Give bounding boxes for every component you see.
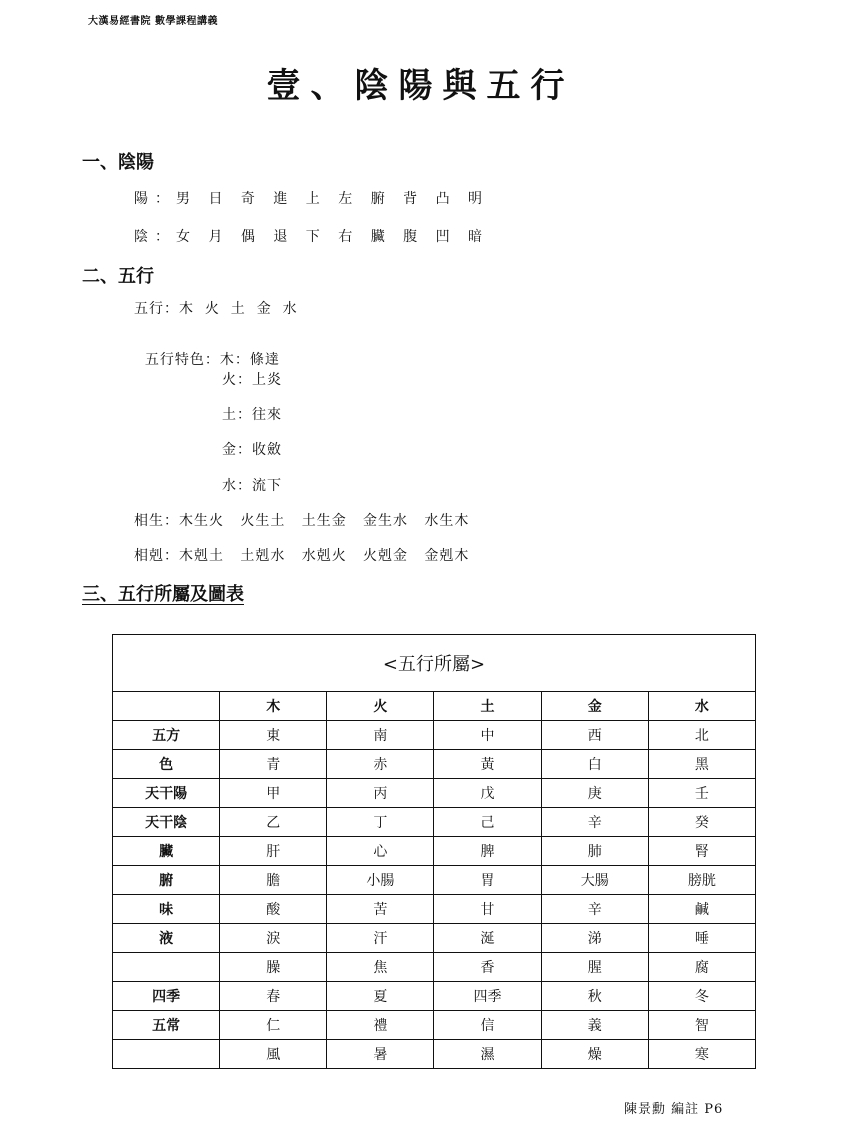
trait-text: 木：條達 — [219, 352, 280, 368]
trait-line: 金：收斂 — [222, 442, 282, 458]
table-row — [113, 779, 756, 808]
sheng-line: 相生：木生火 火生土 土生金 金生水 水生木 — [134, 513, 470, 529]
table-cell: 黑 — [648, 750, 755, 779]
column-header — [113, 692, 220, 721]
row-header: 五方 — [113, 721, 220, 750]
table-cell: 黃 — [434, 750, 541, 779]
yin-line: 陰：女 月 偶 退 下 右 臟 腹 凹 暗 — [134, 229, 490, 245]
table-row — [113, 721, 756, 750]
table-row — [113, 866, 756, 895]
row-header: 味 — [113, 895, 220, 924]
table-cell: 甘 — [434, 895, 541, 924]
table-cell: 腥 — [541, 953, 648, 982]
section-table-heading: 三、五行所屬及圖表 — [82, 584, 244, 605]
table-row — [113, 1040, 756, 1069]
section-wuxing-heading: 二、五行 — [82, 266, 154, 287]
table-cell: 唾 — [648, 924, 755, 953]
column-header: 水 — [648, 692, 755, 721]
table-cell: 膽 — [220, 866, 327, 895]
wuxing-table-wrapper — [112, 634, 756, 1069]
table-row — [113, 924, 756, 953]
table-cell: 庚 — [541, 779, 648, 808]
column-header: 土 — [434, 692, 541, 721]
table-cell: 中 — [434, 721, 541, 750]
table-cell: 甲 — [220, 779, 327, 808]
table-cell: 春 — [220, 982, 327, 1011]
page-footer: 陳景勳 編註 P6 — [624, 1102, 724, 1117]
table-cell: 鹹 — [648, 895, 755, 924]
column-header: 火 — [327, 692, 434, 721]
wuxing-table — [112, 634, 756, 1069]
table-cell: 戊 — [434, 779, 541, 808]
table-cell: 禮 — [327, 1011, 434, 1040]
table-cell: 白 — [541, 750, 648, 779]
table-cell: 北 — [648, 721, 755, 750]
ke-line: 相剋：木剋土 土剋水 水剋火 火剋金 金剋木 — [134, 548, 470, 564]
table-cell: 脾 — [434, 837, 541, 866]
table-cell: 南 — [327, 721, 434, 750]
table-cell: 西 — [541, 721, 648, 750]
table-cell: 風 — [220, 1040, 327, 1069]
table-cell: 秋 — [541, 982, 648, 1011]
table-row — [113, 982, 756, 1011]
row-header: 色 — [113, 750, 220, 779]
table-cell: 汗 — [327, 924, 434, 953]
table-cell: 酸 — [220, 895, 327, 924]
table-cell: 涎 — [434, 924, 541, 953]
table-cell: 青 — [220, 750, 327, 779]
yang-line: 陽：男 日 奇 進 上 左 腑 背 凸 明 — [134, 191, 490, 207]
table-caption: <五行所屬> — [113, 635, 756, 692]
table-cell: 義 — [541, 1011, 648, 1040]
table-cell: 肺 — [541, 837, 648, 866]
table-cell: 辛 — [541, 808, 648, 837]
column-header: 金 — [541, 692, 648, 721]
table-cell: 腐 — [648, 953, 755, 982]
row-header — [113, 1040, 220, 1069]
table-cell: 赤 — [327, 750, 434, 779]
table-row — [113, 808, 756, 837]
trait-prefix: 五行特色： — [144, 352, 220, 368]
table-cell: 臊 — [220, 953, 327, 982]
trait-line: 火：上炎 — [222, 372, 282, 388]
table-cell: 濕 — [434, 1040, 541, 1069]
table-cell: 小腸 — [327, 866, 434, 895]
table-cell: 壬 — [648, 779, 755, 808]
table-cell: 智 — [648, 1011, 755, 1040]
row-header: 液 — [113, 924, 220, 953]
table-row — [113, 895, 756, 924]
table-cell: 信 — [434, 1011, 541, 1040]
wuxing-line: 五行：木 火 土 金 水 — [134, 301, 298, 317]
document-header: 大漢易經書院 數學課程講義 — [88, 16, 218, 27]
table-cell: 淚 — [220, 924, 327, 953]
table-cell: 苦 — [327, 895, 434, 924]
row-header — [113, 953, 220, 982]
table-cell: 丙 — [327, 779, 434, 808]
table-cell: 香 — [434, 953, 541, 982]
table-cell: 己 — [434, 808, 541, 837]
table-cell: 涕 — [541, 924, 648, 953]
table-cell: 心 — [327, 837, 434, 866]
table-cell: 肝 — [220, 837, 327, 866]
table-cell: 腎 — [648, 837, 755, 866]
table-body — [113, 721, 756, 1069]
table-cell: 癸 — [648, 808, 755, 837]
page-title: 壹、陰陽與五行 — [266, 66, 575, 106]
row-header: 腑 — [113, 866, 220, 895]
section-yinyang-heading: 一、陰陽 — [82, 152, 154, 173]
row-header: 臟 — [113, 837, 220, 866]
table-cell: 胃 — [434, 866, 541, 895]
row-header: 五常 — [113, 1011, 220, 1040]
table-cell: 暑 — [327, 1040, 434, 1069]
row-header: 天干陰 — [113, 808, 220, 837]
table-cell: 大腸 — [541, 866, 648, 895]
trait-line — [134, 333, 280, 369]
table-row — [113, 953, 756, 982]
column-header: 木 — [220, 692, 327, 721]
table-cell: 冬 — [648, 982, 755, 1011]
trait-line: 水：流下 — [222, 478, 282, 494]
table-cell: 膀胱 — [648, 866, 755, 895]
table-cell: 四季 — [434, 982, 541, 1011]
row-header: 四季 — [113, 982, 220, 1011]
trait-line: 土：往來 — [222, 407, 282, 423]
table-cell: 燥 — [541, 1040, 648, 1069]
table-cell: 乙 — [220, 808, 327, 837]
table-cell: 夏 — [327, 982, 434, 1011]
table-row — [113, 837, 756, 866]
table-cell: 焦 — [327, 953, 434, 982]
table-cell: 寒 — [648, 1040, 755, 1069]
row-header: 天干陽 — [113, 779, 220, 808]
table-row — [113, 1011, 756, 1040]
table-cell: 辛 — [541, 895, 648, 924]
table-cell: 仁 — [220, 1011, 327, 1040]
table-row — [113, 750, 756, 779]
table-cell: 丁 — [327, 808, 434, 837]
table-cell: 東 — [220, 721, 327, 750]
